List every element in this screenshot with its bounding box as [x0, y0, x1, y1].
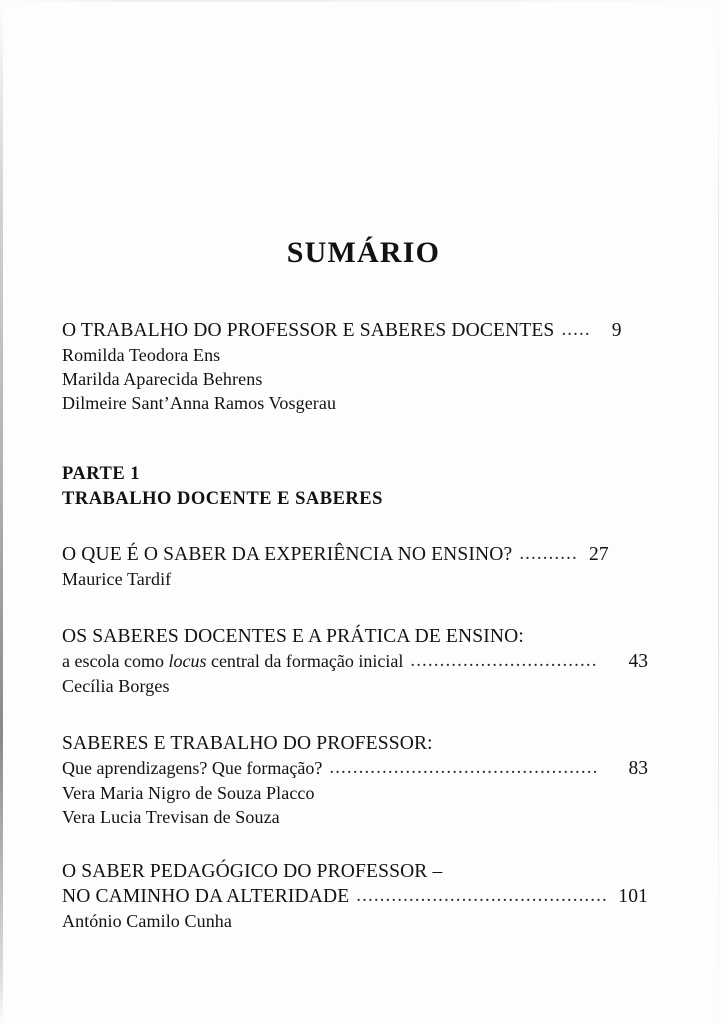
- toc-entry-title-line2: NO CAMINHO DA ALTERIDADE: [62, 886, 350, 907]
- toc-author: Cecília Borges: [62, 676, 170, 696]
- toc-author: Vera Lucia Trevisan de Souza: [62, 807, 280, 827]
- toc-part-label: PARTE 1: [62, 464, 141, 484]
- toc-author: Vera Maria Nigro de Souza Placco: [62, 783, 315, 803]
- toc-entry-saber-pedagogico[interactable]: [62, 859, 648, 933]
- toc-subtitle-part-before: a escola como: [62, 651, 169, 671]
- toc-entry-title: O SABER PEDAGÓGICO DO PROFESSOR –: [62, 861, 443, 882]
- toc-entry-trabalho-professor[interactable]: [62, 318, 648, 415]
- spacer: [62, 591, 648, 624]
- toc-author: António Camilo Cunha: [62, 911, 232, 931]
- toc-entry-subtitle: Que aprendizagens? Que formação?: [62, 758, 323, 778]
- dot-leader: ..............................................: [329, 757, 599, 778]
- dot-leader: ...........................................: [356, 885, 608, 906]
- toc-subtitle-part-after: central da formação inicial: [206, 651, 404, 671]
- toc-author: Dilmeire Sant’Anna Ramos Vosgerau: [62, 393, 337, 413]
- toc-subtitle-italic-term: locus: [168, 651, 207, 671]
- spacer: [62, 698, 648, 731]
- toc-part-heading: [62, 462, 648, 512]
- toc-page-number: 101: [618, 886, 648, 907]
- toc-page-number: 9: [611, 320, 622, 341]
- toc-part-name: TRABALHO DOCENTE E SABERES: [62, 489, 383, 509]
- toc-entry-title: OS SABERES DOCENTES E A PRÁTICA DE ENSINO:: [62, 626, 524, 647]
- scan-edge-top-artifact: [0, 0, 727, 2]
- toc-author: Maurice Tardif: [62, 569, 172, 589]
- toc-entry-saberes-praticas[interactable]: [62, 624, 648, 698]
- toc-entry-title-row: [62, 542, 648, 567]
- toc-author: Marilda Aparecida Behrens: [62, 369, 263, 389]
- toc-entry-title: O TRABALHO DO PROFESSOR E SABERES DOCENTES: [62, 320, 555, 341]
- toc-entry-subtitle-row: [62, 756, 648, 781]
- toc-page-number: 27: [589, 544, 609, 565]
- toc-entry-subtitle: [62, 649, 403, 674]
- spacer: [62, 415, 648, 462]
- toc-entry-saber-experiencia[interactable]: [62, 542, 648, 591]
- toc-author: Romilda Teodora Ens: [62, 345, 221, 365]
- page-title: SUMÁRIO: [286, 236, 441, 269]
- dot-leader: .....: [561, 319, 591, 340]
- spacer: [62, 829, 648, 859]
- scan-edge-right-artifact: [718, 0, 719, 1024]
- toc-entry-saberes-trabalho[interactable]: [62, 731, 648, 829]
- scan-edge-left-artifact: [0, 0, 3, 1024]
- toc-entry-title: SABERES E TRABALHO DO PROFESSOR:: [62, 733, 433, 754]
- dot-leader: ..........: [519, 543, 578, 564]
- toc-entry-subtitle-row: [62, 649, 648, 674]
- toc-entry-title-row: [62, 884, 648, 909]
- dot-leader: ................................: [410, 650, 598, 671]
- table-of-contents: [62, 318, 648, 933]
- toc-page-number: 83: [628, 758, 648, 779]
- spacer: [62, 512, 648, 542]
- toc-entry-title-row: [62, 318, 648, 343]
- toc-page-number: 43: [628, 651, 648, 672]
- toc-entry-title: O QUE É O SABER DA EXPERIÊNCIA NO ENSINO?: [62, 544, 513, 565]
